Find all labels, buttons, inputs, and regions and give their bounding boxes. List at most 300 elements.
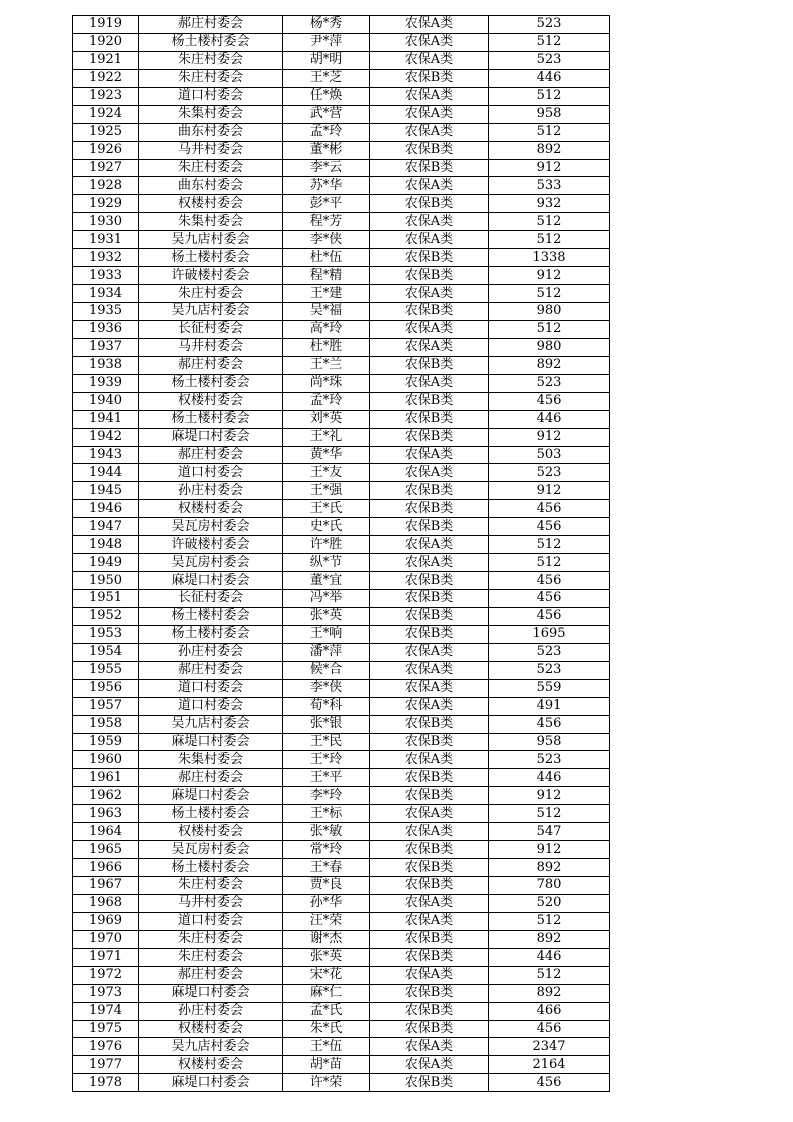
amount-cell: 456 (489, 1074, 610, 1092)
village-cell: 郝庄村委会 (139, 356, 283, 374)
insurance-type-cell: 农保B类 (370, 249, 489, 267)
row-number-cell: 1939 (73, 374, 139, 392)
row-number-cell: 1972 (73, 966, 139, 984)
insurance-type-cell: 农保B类 (370, 428, 489, 446)
table-body (73, 16, 610, 1092)
table-row (73, 105, 610, 123)
data-table (72, 15, 610, 1092)
insurance-type-cell: 农保A类 (370, 320, 489, 338)
table-row (73, 787, 610, 805)
amount-cell: 456 (489, 590, 610, 608)
amount-cell: 780 (489, 877, 610, 895)
table-row (73, 751, 610, 769)
insurance-type-cell: 农保B类 (370, 69, 489, 87)
village-cell: 杨土楼村委会 (139, 859, 283, 877)
table-row (73, 1074, 610, 1092)
row-number-cell: 1928 (73, 177, 139, 195)
person-name-cell: 王*响 (283, 625, 370, 643)
person-name-cell: 贾*良 (283, 877, 370, 895)
insurance-type-cell: 农保A类 (370, 679, 489, 697)
amount-cell: 958 (489, 105, 610, 123)
table-row (73, 374, 610, 392)
village-cell: 麻堤口村委会 (139, 733, 283, 751)
row-number-cell: 1978 (73, 1074, 139, 1092)
person-name-cell: 尚*珠 (283, 374, 370, 392)
person-name-cell: 李*侠 (283, 231, 370, 249)
table-row (73, 1002, 610, 1020)
insurance-type-cell: 农保A类 (370, 51, 489, 69)
amount-cell: 892 (489, 930, 610, 948)
person-name-cell: 许*胜 (283, 536, 370, 554)
insurance-type-cell: 农保B类 (370, 410, 489, 428)
amount-cell: 512 (489, 213, 610, 231)
village-cell: 杨土楼村委会 (139, 33, 283, 51)
village-cell: 权楼村委会 (139, 823, 283, 841)
amount-cell: 892 (489, 356, 610, 374)
insurance-type-cell: 农保B类 (370, 1002, 489, 1020)
row-number-cell: 1974 (73, 1002, 139, 1020)
person-name-cell: 王*标 (283, 805, 370, 823)
amount-cell: 892 (489, 984, 610, 1002)
village-cell: 道口村委会 (139, 679, 283, 697)
person-name-cell: 孟*氏 (283, 1002, 370, 1020)
village-cell: 吴瓦房村委会 (139, 554, 283, 572)
table-row (73, 123, 610, 141)
person-name-cell: 王*兰 (283, 356, 370, 374)
table-row (73, 482, 610, 500)
table-row (73, 446, 610, 464)
table-row (73, 643, 610, 661)
village-cell: 郝庄村委会 (139, 769, 283, 787)
person-name-cell: 高*玲 (283, 320, 370, 338)
amount-cell: 523 (489, 643, 610, 661)
amount-cell: 456 (489, 572, 610, 590)
table-row (73, 159, 610, 177)
village-cell: 长征村委会 (139, 320, 283, 338)
village-cell: 马井村委会 (139, 141, 283, 159)
table-row (73, 500, 610, 518)
person-name-cell: 彭*平 (283, 195, 370, 213)
insurance-type-cell: 农保B类 (370, 572, 489, 590)
insurance-type-cell: 农保B类 (370, 267, 489, 285)
row-number-cell: 1956 (73, 679, 139, 697)
row-number-cell: 1944 (73, 464, 139, 482)
person-name-cell: 王*伍 (283, 1038, 370, 1056)
insurance-type-cell: 农保B类 (370, 841, 489, 859)
amount-cell: 523 (489, 661, 610, 679)
insurance-type-cell: 农保B类 (370, 1020, 489, 1038)
person-name-cell: 董*彬 (283, 141, 370, 159)
person-name-cell: 冯*举 (283, 590, 370, 608)
amount-cell: 912 (489, 267, 610, 285)
table-row (73, 320, 610, 338)
village-cell: 麻堤口村委会 (139, 572, 283, 590)
person-name-cell: 张*银 (283, 715, 370, 733)
person-name-cell: 王*民 (283, 733, 370, 751)
person-name-cell: 刘*英 (283, 410, 370, 428)
table-row (73, 625, 610, 643)
insurance-type-cell: 农保B类 (370, 141, 489, 159)
table-row (73, 16, 610, 34)
table-row (73, 966, 610, 984)
village-cell: 吴瓦房村委会 (139, 841, 283, 859)
table-row (73, 51, 610, 69)
village-cell: 杨土楼村委会 (139, 607, 283, 625)
row-number-cell: 1975 (73, 1020, 139, 1038)
amount-cell: 446 (489, 948, 610, 966)
village-cell: 曲东村委会 (139, 123, 283, 141)
insurance-type-cell: 农保B类 (370, 500, 489, 518)
row-number-cell: 1932 (73, 249, 139, 267)
table-row (73, 697, 610, 715)
row-number-cell: 1927 (73, 159, 139, 177)
table-row (73, 715, 610, 733)
village-cell: 朱庄村委会 (139, 69, 283, 87)
village-cell: 权楼村委会 (139, 195, 283, 213)
amount-cell: 512 (489, 966, 610, 984)
insurance-type-cell: 农保A类 (370, 661, 489, 679)
insurance-type-cell: 农保A类 (370, 177, 489, 195)
insurance-type-cell: 农保A类 (370, 805, 489, 823)
row-number-cell: 1933 (73, 267, 139, 285)
village-cell: 孙庄村委会 (139, 1002, 283, 1020)
table-row (73, 805, 610, 823)
row-number-cell: 1938 (73, 356, 139, 374)
insurance-type-cell: 农保A类 (370, 1056, 489, 1074)
person-name-cell: 王*芝 (283, 69, 370, 87)
village-cell: 吴九店村委会 (139, 231, 283, 249)
amount-cell: 503 (489, 446, 610, 464)
person-name-cell: 程*精 (283, 267, 370, 285)
row-number-cell: 1957 (73, 697, 139, 715)
village-cell: 朱集村委会 (139, 213, 283, 231)
insurance-type-cell: 农保B类 (370, 984, 489, 1002)
village-cell: 道口村委会 (139, 87, 283, 105)
insurance-type-cell: 农保A类 (370, 536, 489, 554)
amount-cell: 512 (489, 320, 610, 338)
row-number-cell: 1971 (73, 948, 139, 966)
person-name-cell: 李*侠 (283, 679, 370, 697)
insurance-type-cell: 农保A类 (370, 751, 489, 769)
insurance-type-cell: 农保A类 (370, 464, 489, 482)
table-row (73, 1038, 610, 1056)
table-row (73, 948, 610, 966)
village-cell: 曲东村委会 (139, 177, 283, 195)
person-name-cell: 王*氏 (283, 500, 370, 518)
village-cell: 朱集村委会 (139, 105, 283, 123)
amount-cell: 912 (489, 482, 610, 500)
table-row (73, 338, 610, 356)
table-row (73, 249, 610, 267)
insurance-type-cell: 农保A类 (370, 1038, 489, 1056)
amount-cell: 512 (489, 285, 610, 303)
row-number-cell: 1968 (73, 894, 139, 912)
table-row (73, 590, 610, 608)
table-row (73, 285, 610, 303)
insurance-type-cell: 农保B类 (370, 159, 489, 177)
village-cell: 郝庄村委会 (139, 966, 283, 984)
insurance-type-cell: 农保B类 (370, 392, 489, 410)
insurance-type-cell: 农保B类 (370, 356, 489, 374)
row-number-cell: 1934 (73, 285, 139, 303)
row-number-cell: 1945 (73, 482, 139, 500)
person-name-cell: 常*玲 (283, 841, 370, 859)
amount-cell: 456 (489, 392, 610, 410)
insurance-type-cell: 农保A类 (370, 87, 489, 105)
insurance-type-cell: 农保A类 (370, 894, 489, 912)
amount-cell: 958 (489, 733, 610, 751)
village-cell: 郝庄村委会 (139, 446, 283, 464)
person-name-cell: 王*春 (283, 859, 370, 877)
person-name-cell: 杜*胜 (283, 338, 370, 356)
table-row (73, 984, 610, 1002)
village-cell: 郝庄村委会 (139, 16, 283, 34)
village-cell: 权楼村委会 (139, 392, 283, 410)
row-number-cell: 1958 (73, 715, 139, 733)
village-cell: 吴九店村委会 (139, 1038, 283, 1056)
insurance-type-cell: 农保A类 (370, 16, 489, 34)
village-cell: 麻堤口村委会 (139, 1074, 283, 1092)
amount-cell: 512 (489, 231, 610, 249)
insurance-type-cell: 农保B类 (370, 877, 489, 895)
row-number-cell: 1942 (73, 428, 139, 446)
person-name-cell: 潘*萍 (283, 643, 370, 661)
village-cell: 道口村委会 (139, 697, 283, 715)
insurance-type-cell: 农保B类 (370, 859, 489, 877)
village-cell: 许破楼村委会 (139, 536, 283, 554)
table-row (73, 213, 610, 231)
amount-cell: 559 (489, 679, 610, 697)
row-number-cell: 1929 (73, 195, 139, 213)
person-name-cell: 孟*玲 (283, 392, 370, 410)
amount-cell: 523 (489, 751, 610, 769)
village-cell: 杨土楼村委会 (139, 374, 283, 392)
amount-cell: 456 (489, 1020, 610, 1038)
row-number-cell: 1924 (73, 105, 139, 123)
row-number-cell: 1977 (73, 1056, 139, 1074)
row-number-cell: 1925 (73, 123, 139, 141)
row-number-cell: 1961 (73, 769, 139, 787)
amount-cell: 512 (489, 912, 610, 930)
row-number-cell: 1955 (73, 661, 139, 679)
village-cell: 吴九店村委会 (139, 303, 283, 321)
table-row (73, 572, 610, 590)
row-number-cell: 1973 (73, 984, 139, 1002)
table-row (73, 267, 610, 285)
amount-cell: 512 (489, 536, 610, 554)
village-cell: 杨土楼村委会 (139, 805, 283, 823)
person-name-cell: 史*氏 (283, 518, 370, 536)
village-cell: 道口村委会 (139, 464, 283, 482)
insurance-type-cell: 农保A类 (370, 105, 489, 123)
table-row (73, 859, 610, 877)
table-row (73, 177, 610, 195)
table-row (73, 356, 610, 374)
village-cell: 马井村委会 (139, 894, 283, 912)
amount-cell: 980 (489, 338, 610, 356)
table-row (73, 141, 610, 159)
row-number-cell: 1947 (73, 518, 139, 536)
insurance-type-cell: 农保B类 (370, 1074, 489, 1092)
row-number-cell: 1970 (73, 930, 139, 948)
village-cell: 麻堤口村委会 (139, 984, 283, 1002)
table-row (73, 410, 610, 428)
table-row (73, 912, 610, 930)
amount-cell: 456 (489, 500, 610, 518)
person-name-cell: 苏*华 (283, 177, 370, 195)
table-row (73, 536, 610, 554)
village-cell: 权楼村委会 (139, 1056, 283, 1074)
amount-cell: 446 (489, 410, 610, 428)
insurance-type-cell: 农保B类 (370, 590, 489, 608)
row-number-cell: 1935 (73, 303, 139, 321)
insurance-type-cell: 农保B类 (370, 482, 489, 500)
row-number-cell: 1954 (73, 643, 139, 661)
amount-cell: 523 (489, 464, 610, 482)
insurance-type-cell: 农保A类 (370, 446, 489, 464)
amount-cell: 2164 (489, 1056, 610, 1074)
table-row (73, 33, 610, 51)
amount-cell: 912 (489, 159, 610, 177)
person-name-cell: 纵*节 (283, 554, 370, 572)
table-row (73, 428, 610, 446)
row-number-cell: 1976 (73, 1038, 139, 1056)
amount-cell: 523 (489, 51, 610, 69)
row-number-cell: 1951 (73, 590, 139, 608)
table-row (73, 769, 610, 787)
person-name-cell: 王*友 (283, 464, 370, 482)
amount-cell: 1338 (489, 249, 610, 267)
table-row (73, 231, 610, 249)
village-cell: 许破楼村委会 (139, 267, 283, 285)
row-number-cell: 1964 (73, 823, 139, 841)
person-name-cell: 王*强 (283, 482, 370, 500)
person-name-cell: 武*营 (283, 105, 370, 123)
insurance-type-cell: 农保A类 (370, 554, 489, 572)
person-name-cell: 杨*秀 (283, 16, 370, 34)
row-number-cell: 1936 (73, 320, 139, 338)
village-cell: 郝庄村委会 (139, 661, 283, 679)
table-row (73, 69, 610, 87)
table-row (73, 1020, 610, 1038)
insurance-type-cell: 农保B类 (370, 715, 489, 733)
amount-cell: 912 (489, 841, 610, 859)
row-number-cell: 1930 (73, 213, 139, 231)
amount-cell: 912 (489, 428, 610, 446)
amount-cell: 892 (489, 859, 610, 877)
table-row (73, 607, 610, 625)
row-number-cell: 1963 (73, 805, 139, 823)
amount-cell: 547 (489, 823, 610, 841)
insurance-type-cell: 农保A类 (370, 374, 489, 392)
insurance-type-cell: 农保A类 (370, 697, 489, 715)
person-name-cell: 张*敏 (283, 823, 370, 841)
amount-cell: 456 (489, 715, 610, 733)
insurance-type-cell: 农保A类 (370, 643, 489, 661)
amount-cell: 466 (489, 1002, 610, 1020)
amount-cell: 533 (489, 177, 610, 195)
insurance-type-cell: 农保A类 (370, 912, 489, 930)
village-cell: 权楼村委会 (139, 1020, 283, 1038)
row-number-cell: 1931 (73, 231, 139, 249)
person-name-cell: 许*荣 (283, 1074, 370, 1092)
table-row (73, 464, 610, 482)
person-name-cell: 麻*仁 (283, 984, 370, 1002)
village-cell: 朱庄村委会 (139, 930, 283, 948)
amount-cell: 512 (489, 33, 610, 51)
amount-cell: 1695 (489, 625, 610, 643)
table-row (73, 679, 610, 697)
amount-cell: 520 (489, 894, 610, 912)
village-cell: 道口村委会 (139, 912, 283, 930)
amount-cell: 892 (489, 141, 610, 159)
amount-cell: 512 (489, 805, 610, 823)
row-number-cell: 1921 (73, 51, 139, 69)
row-number-cell: 1959 (73, 733, 139, 751)
insurance-type-cell: 农保B类 (370, 787, 489, 805)
village-cell: 杨土楼村委会 (139, 249, 283, 267)
amount-cell: 2347 (489, 1038, 610, 1056)
table-row (73, 1056, 610, 1074)
person-name-cell: 孙*华 (283, 894, 370, 912)
row-number-cell: 1940 (73, 392, 139, 410)
person-name-cell: 谢*杰 (283, 930, 370, 948)
row-number-cell: 1950 (73, 572, 139, 590)
row-number-cell: 1946 (73, 500, 139, 518)
amount-cell: 912 (489, 787, 610, 805)
row-number-cell: 1919 (73, 16, 139, 34)
row-number-cell: 1922 (73, 69, 139, 87)
amount-cell: 523 (489, 374, 610, 392)
insurance-type-cell: 农保A类 (370, 285, 489, 303)
row-number-cell: 1969 (73, 912, 139, 930)
person-name-cell: 李*玲 (283, 787, 370, 805)
amount-cell: 932 (489, 195, 610, 213)
insurance-type-cell: 农保B类 (370, 303, 489, 321)
person-name-cell: 王*平 (283, 769, 370, 787)
village-cell: 吴瓦房村委会 (139, 518, 283, 536)
table-row (73, 823, 610, 841)
insurance-type-cell: 农保B类 (370, 607, 489, 625)
person-name-cell: 董*宜 (283, 572, 370, 590)
row-number-cell: 1965 (73, 841, 139, 859)
village-cell: 杨土楼村委会 (139, 410, 283, 428)
row-number-cell: 1937 (73, 338, 139, 356)
village-cell: 权楼村委会 (139, 500, 283, 518)
village-cell: 孙庄村委会 (139, 643, 283, 661)
insurance-type-cell: 农保B类 (370, 195, 489, 213)
row-number-cell: 1960 (73, 751, 139, 769)
row-number-cell: 1966 (73, 859, 139, 877)
insurance-type-cell: 农保A类 (370, 231, 489, 249)
village-cell: 朱庄村委会 (139, 159, 283, 177)
person-name-cell: 宋*花 (283, 966, 370, 984)
table-row (73, 195, 610, 213)
person-name-cell: 荀*科 (283, 697, 370, 715)
village-cell: 长征村委会 (139, 590, 283, 608)
insurance-type-cell: 农保A类 (370, 213, 489, 231)
insurance-type-cell: 农保B类 (370, 769, 489, 787)
insurance-type-cell: 农保B类 (370, 518, 489, 536)
row-number-cell: 1948 (73, 536, 139, 554)
village-cell: 朱庄村委会 (139, 285, 283, 303)
person-name-cell: 任*焕 (283, 87, 370, 105)
amount-cell: 523 (489, 16, 610, 34)
person-name-cell: 胡*苗 (283, 1056, 370, 1074)
table-row (73, 554, 610, 572)
village-cell: 马井村委会 (139, 338, 283, 356)
insurance-type-cell: 农保A类 (370, 823, 489, 841)
